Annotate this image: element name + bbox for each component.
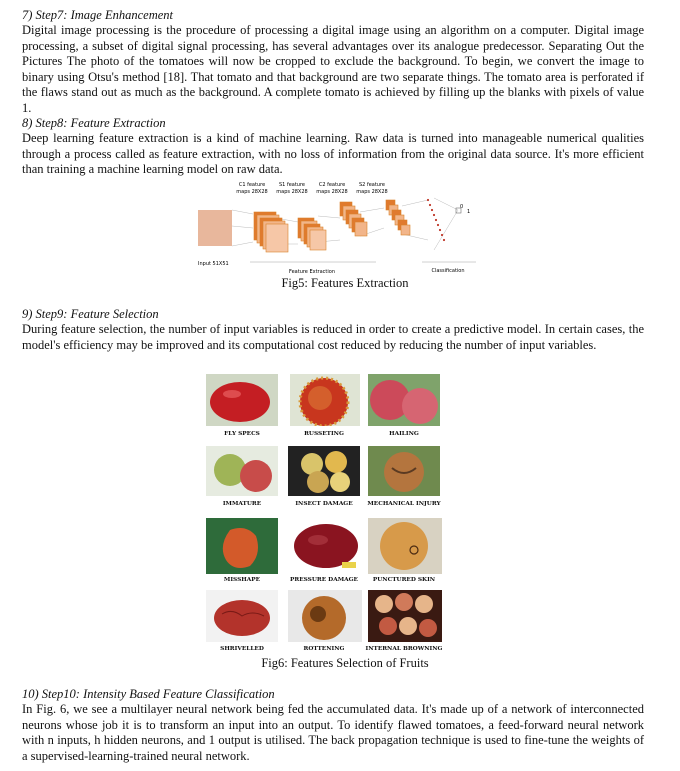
photo-russeting [290,374,360,426]
label-insect-damage: INSECT DAMAGE [295,501,353,507]
label-misshape: MISSHAPE [223,577,261,583]
input-square [198,210,232,246]
output-0-label: 0 [460,204,464,210]
section-8-body: Deep learning feature extraction is a kind of machine learning. Raw data is turned into manageable numerical qualities through a process called as feature extraction, with no loss of information from the original data source. It's more efficient than training a machine learning model on raw data. [22,131,644,177]
figure-6-caption: Fig6: Features Selection of Fruits [261,656,429,670]
label-pressure-damage: PRESSURE DAMAGE [290,577,358,583]
output-1-label: 1 [467,209,471,215]
feature-extraction-figure [190,178,490,278]
photo-hailing [368,374,440,426]
label-rottening: ROTTENING [303,646,345,652]
feature-extraction-label: Feature Extraction [288,269,336,275]
c2-size-label: maps 28X28 [316,189,348,195]
photo-rottening [288,590,362,642]
s2-label: S2 feature [359,182,385,188]
label-punctured-skin: PUNCTURED SKIN [372,577,436,583]
s1-label: S1 feature [279,182,305,188]
s2-stack [386,200,410,235]
c2-label: C2 feature [318,182,346,188]
section-8-heading: 8) Step8: Feature Extraction [22,116,166,130]
label-fly-specs: FLY SPECS [224,431,260,437]
section-10-body: In Fig. 6, we see a multilayer neural network being fed the accumulated data. It's made up of a network of interconnected neurons whose job it is to transform an input into an output. To identify flawed tomatoes, a feed-forward neural network with n inputs, h hidden neurons, and 1 output is utilised. The back propagation technique is used to fine-tune the weights of a supervised-learning-trained neural network. [22,702,644,763]
section-9-heading: 9) Step9: Feature Selection [22,307,159,321]
c1-stack [254,212,288,252]
photo-fly-specs [206,374,278,426]
photo-immature [206,446,278,496]
photo-insect-damage [288,446,360,496]
classification-dots [427,199,445,241]
classification-label: Classification [431,268,465,274]
figure-5-caption: Fig5: Features Extraction [281,276,409,290]
section-7-body: Digital image processing is the procedure of processing a digital image using an algorithm on a computer. Digital image processing, a subset of digital signal processing, has several advantages over its analogue predecessor. Separating Out the Pictures The photo of the tomatoes will now be cropped to exclude the background. To begin, we convert the image to binary using Otsu's method [18]. That tomato and that background are two separate things. The tomato area is perforated if the flaws stand out as much as the background. A complete tomato is achieved by filling up the blanks with pixels of value 1. [22,23,644,115]
photo-internal-browning [368,590,442,642]
section-10-heading: 10) Step10: Intensity Based Feature Classification [22,687,275,701]
photo-mechanical-injury [368,446,440,496]
label-russeting: RUSSETING [304,431,344,437]
label-internal-browning: INTERNAL BROWNING [365,646,443,652]
c1-label: C1 feature [238,182,266,188]
section-7-heading: 7) Step7: Image Enhancement [22,8,173,22]
photo-shrivelled [206,590,278,642]
input-label: Input 51X51 [198,261,229,267]
s1-size-label: maps 28X28 [276,189,308,195]
photo-punctured-skin [368,518,442,574]
fruit-defects-figure [200,368,462,658]
s2-size-label: maps 28X28 [356,189,388,195]
c1-size-label: maps 28X28 [236,189,268,195]
c2-stack [340,202,367,236]
section-9-body: During feature selection, the number of input variables is reduced in order to create a predictive model. In certain cases, the model's efficiency may be improved and its computational cost reduced by reducing the number of input variables. [22,322,644,352]
label-mechanical-injury: MECHANICAL INJURY [367,501,441,507]
s1-stack [298,218,326,250]
photo-misshape [206,518,278,574]
label-hailing: HAILING [389,431,419,437]
photo-pressure-damage [288,518,362,574]
label-immature: IMMATURE [222,501,262,507]
label-shrivelled: SHRIVELLED [220,646,264,652]
